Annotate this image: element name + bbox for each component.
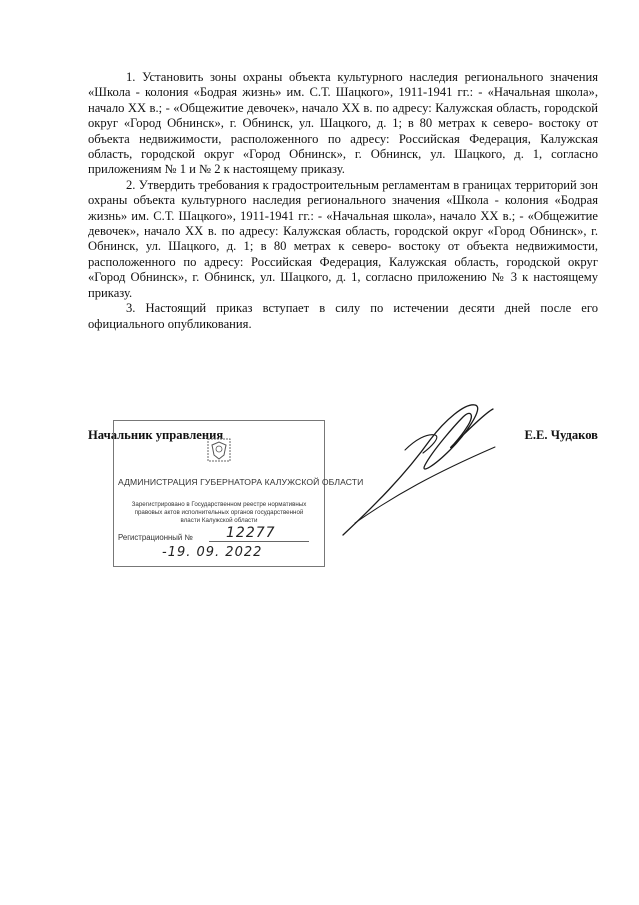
signatory-title: Начальник управления [88,428,224,442]
signatory-name: Е.Е. Чудаков [524,428,598,442]
paragraph-2: 2. Утвердить требования к градостроительным регламентам в границах территорий зон охраны объекта культурного наследия регионального значения «Школа - колония «Бодрая жизнь» им. С.Т. Шацкого», 1911-1941 гг.: - «Начальная школа», начало XX в.; - «Общежитие девочек», начало XX в. по адресу: Калужская область, городской округ «Город Обнинск», г. Обнинск, ул. Шацкого, д. 1; в 80 метрах к северо- востоку от объекта недвижимости, расположенного по адресу: Российская Федерация, Калужская область, городской округ «Город Обнинск», г. Обнинск, ул. Шацкого, д. 1, согласно приложению № 3 к настоящему приказу. [88,177,598,300]
coat-of-arms-icon [206,437,232,463]
stamp-registration-label: Регистрационный № [118,533,193,542]
stamp-organization: АДМИНИСТРАЦИЯ ГУБЕРНАТОРА КАЛУЖСКОЙ ОБЛАСТИ [118,477,364,487]
paragraph-3: 3. Настоящий приказ вступает в силу по истечении десяти дней после его официального опубликования. [88,301,598,331]
stamp-note: Зарегистрировано в Государственном реестре нормативных правовых актов исполнительных органов государственной власти Калужской области [131,501,307,524]
stamp-registration-number: 12277 [226,525,276,541]
document-body [88,70,598,332]
paragraph-1: 1. Установить зоны охраны объекта культурного наследия регионального значения «Школа - колония «Бодрая жизнь» им. С.Т. Шацкого», 1911-1941 гг.: - «Начальная школа», начало XX в.; - «Общежитие девочек», начало XX в. по адресу: Калужская область, городской округ «Город Обнинск», г. Обнинск, ул. Шацкого, д. 1; в 80 метрах к северо- востоку от объекта недвижимости, расположенного по адресу: Российская Федерация, Калужская область, городской округ «Город Обнинск», г. Обнинск, ул. Шацкого, д. 1, согласно приложениям № 1 и № 2 к настоящему приказу. [88,70,598,177]
registration-number-line [209,541,309,542]
stamp-date: -19. 09. 2022 [162,545,263,560]
handwritten-signature [335,395,515,540]
registration-stamp [113,420,364,567]
